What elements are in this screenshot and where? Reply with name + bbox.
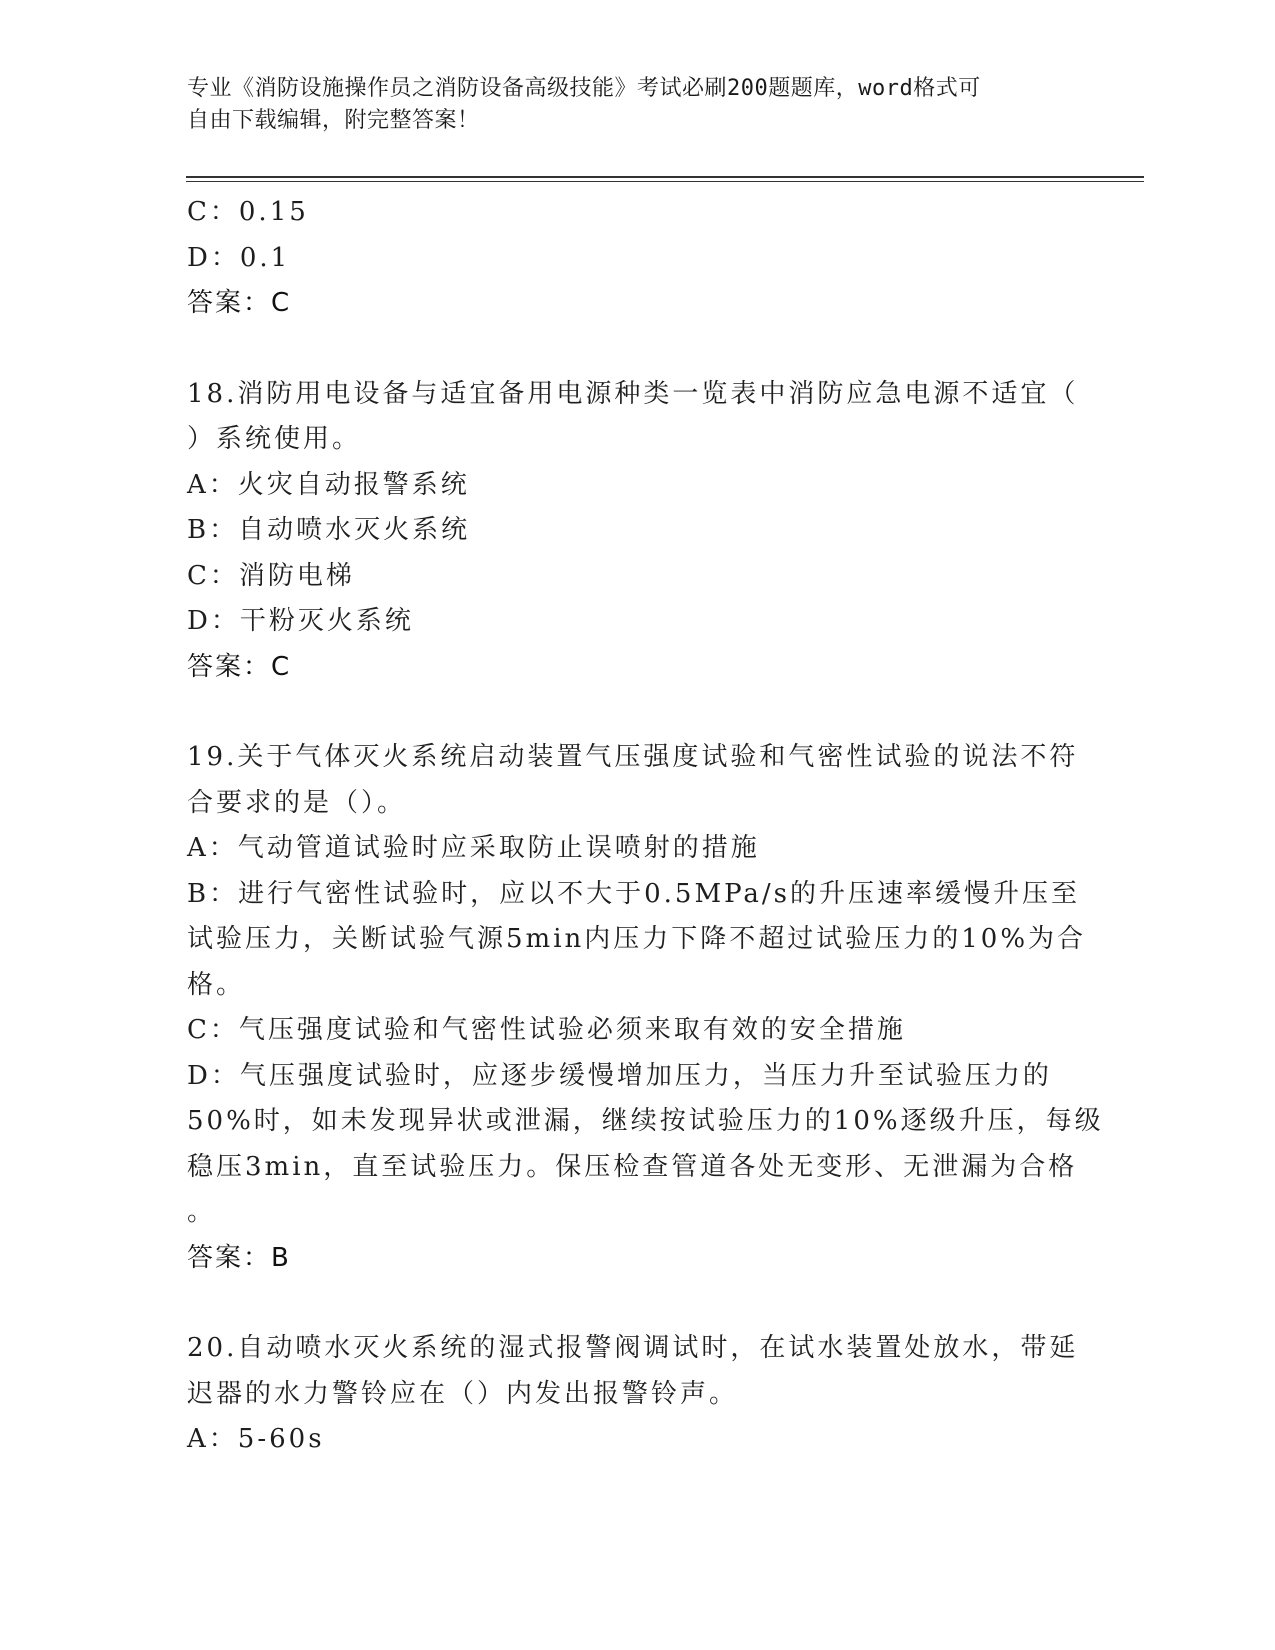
option-b: B：进行气密性试验时，应以不大于0.5MPa/s的升压速率缓慢升压至: [187, 878, 1081, 909]
spacer: [187, 690, 1067, 735]
option-d-cont: 。: [187, 1197, 217, 1227]
question-block: [187, 1326, 1079, 1463]
question-block: [187, 735, 1104, 1281]
header-divider-thick: [186, 176, 1144, 178]
header-divider-thin: [186, 181, 1144, 182]
question-stem: 迟器的水力警铃应在（）内发出报警铃声。: [187, 1378, 739, 1409]
spacer: [187, 1281, 1067, 1326]
question-stem: ）系统使用。: [187, 424, 362, 454]
option-b: B：自动喷水灭火系统: [187, 515, 471, 545]
option-d-cont: 稳压3min，直至试验压力。保压检查管道各处无变形、无泄漏为合格: [187, 1151, 1078, 1182]
question-stem: 19.关于气体灭火系统启动装置气压强度试验和气密性试验的说法不符: [187, 742, 1079, 772]
document-header: [187, 73, 1067, 137]
header-line-1: 专业《消防设施操作员之消防设备高级技能》考试必刷200题题库，word格式可: [187, 76, 981, 101]
option-c: C：0.15: [187, 197, 309, 227]
question-stem: 合要求的是（）。: [187, 787, 407, 818]
option-d: D：0.1: [187, 242, 291, 273]
answer-line: 答案：C: [187, 651, 292, 682]
header-line-2: 自由下载编辑，附完整答案！: [187, 108, 480, 133]
option-a: A：火灾自动报警系统: [187, 469, 470, 500]
option-a: A：5-60s: [187, 1424, 325, 1454]
option-b-cont: 格。: [187, 969, 246, 1000]
spacer: [187, 327, 1067, 372]
answer-line: 答案：C: [187, 288, 292, 318]
question-stem: 20.自动喷水灭火系统的湿式报警阀调试时，在试水装置处放水，带延: [187, 1333, 1079, 1363]
question-stem: 18.消防用电设备与适宜备用电源种类一览表中消防应急电源不适宜（: [187, 378, 1079, 409]
question-block: [187, 372, 1079, 691]
option-a: A：气动管道试验时应采取防止误喷射的措施: [187, 833, 760, 863]
option-d-cont: 50%时，如未发现异状或泄漏，继续按试验压力的10%逐级升压，每级: [187, 1106, 1104, 1136]
option-d: D：气压强度试验时，应逐步缓慢增加压力，当压力升至试验压力的: [187, 1060, 1052, 1091]
question-content: [187, 190, 1104, 1463]
option-d: D：干粉灭火系统: [187, 606, 414, 636]
option-c: C：消防电梯: [187, 560, 355, 591]
option-c: C：气压强度试验和气密性试验必须来取有效的安全措施: [187, 1015, 906, 1045]
answer-line: 答案：B: [187, 1242, 291, 1273]
option-b-cont: 试验压力，关断试验气源5min内压力下降不超过试验压力的10%为合: [187, 924, 1087, 954]
